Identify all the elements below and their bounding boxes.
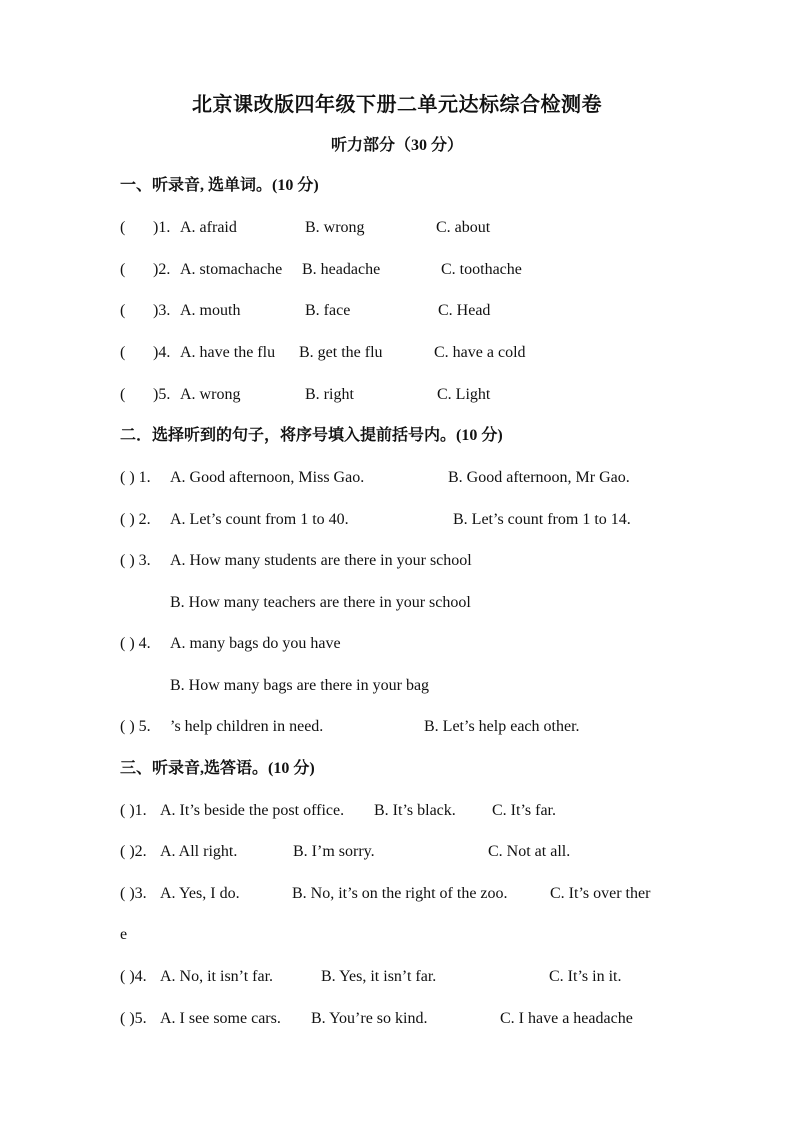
option-c: C. about — [436, 219, 491, 236]
option-a: A. It’s beside the post office. — [160, 802, 345, 819]
option-c: C. I have a headache — [500, 1010, 633, 1027]
question-number: ( )2. — [120, 843, 147, 860]
option-b: B. I’m sorry. — [293, 843, 375, 860]
question-number: ( ) 1. — [120, 469, 151, 486]
question-number: ( ) 5. — [120, 718, 151, 735]
option-b: B. right — [305, 386, 354, 403]
s2-question-3-option-b: B. How many teachers are there in your school — [170, 594, 471, 611]
option-c: C. have a cold — [434, 344, 526, 361]
answer-paren-open: ( — [120, 344, 126, 361]
option-a: A. No, it isn’t far. — [160, 968, 274, 985]
option-b: B. You’re so kind. — [311, 1010, 428, 1027]
question-number: ( ) 2. — [120, 511, 151, 528]
option-b: B. get the flu — [299, 344, 383, 361]
option-b: B. Yes, it isn’t far. — [321, 968, 437, 985]
question-number: )4. — [153, 344, 171, 361]
section1-heading: 一、听录音, 选单词。(10 分) — [120, 177, 319, 194]
option-a: A. afraid — [180, 219, 237, 236]
option-a: A. All right. — [160, 843, 238, 860]
option-c: C. Light — [437, 386, 491, 403]
option-c: C. It’s in it. — [549, 968, 622, 985]
option-a: A. have the flu — [180, 344, 276, 361]
option-c: C. It’s over ther — [550, 885, 651, 902]
option-a: A. I see some cars. — [160, 1010, 281, 1027]
option-a: A. stomachache — [180, 261, 283, 278]
option-a: ’s help children in need. — [170, 718, 324, 735]
question-number: )3. — [153, 302, 171, 319]
answer-paren-open: ( — [120, 386, 126, 403]
option-b: B. wrong — [305, 219, 365, 236]
question-number: ( )4. — [120, 968, 147, 985]
option-b: B. headache — [302, 261, 381, 278]
option-c: C. Not at all. — [488, 843, 571, 860]
page-subtitle: 听力部分（30 分） — [330, 137, 463, 154]
question-number: )5. — [153, 386, 171, 403]
question-number: ( ) 3. — [120, 552, 151, 569]
option-a: A. Good afternoon, Miss Gao. — [170, 469, 365, 486]
answer-paren-open: ( — [120, 261, 126, 278]
option-a: A. many bags do you have — [170, 635, 341, 652]
question-number: ( )5. — [120, 1010, 147, 1027]
option-a: A. How many students are there in your school — [170, 552, 472, 569]
section3-heading: 三、听录音,选答语。(10 分) — [120, 760, 315, 777]
page-title: 北京课改版四年级下册二单元达标综合检测卷 — [192, 94, 602, 116]
option-b: B. No, it’s on the right of the zoo. — [292, 885, 508, 902]
option-b: B. It’s black. — [374, 802, 456, 819]
s3-question-3-wrap: e — [120, 926, 128, 943]
option-a: A. mouth — [180, 302, 241, 319]
question-number: ( ) 4. — [120, 635, 151, 652]
option-c: C. It’s far. — [492, 802, 556, 819]
option-b: B. Let’s help each other. — [424, 718, 580, 735]
question-number: )1. — [153, 219, 171, 236]
section2-heading: 二．选择听到的句子，将序号填入提前括号内。(10 分) — [120, 427, 503, 444]
option-b: B. face — [305, 302, 351, 319]
option-a: A. wrong — [180, 386, 241, 403]
question-number: ( )3. — [120, 885, 147, 902]
option-c: C. toothache — [441, 261, 522, 278]
option-a: A. Let’s count from 1 to 40. — [170, 511, 349, 528]
question-number: )2. — [153, 261, 171, 278]
answer-paren-open: ( — [120, 302, 126, 319]
option-c: C. Head — [438, 302, 491, 319]
option-b: B. Let’s count from 1 to 14. — [453, 511, 631, 528]
option-a: A. Yes, I do. — [160, 885, 240, 902]
option-b: B. Good afternoon, Mr Gao. — [448, 469, 630, 486]
s2-question-4-option-b: B. How many bags are there in your bag — [170, 677, 430, 694]
question-number: ( )1. — [120, 802, 147, 819]
answer-paren-open: ( — [120, 219, 126, 236]
